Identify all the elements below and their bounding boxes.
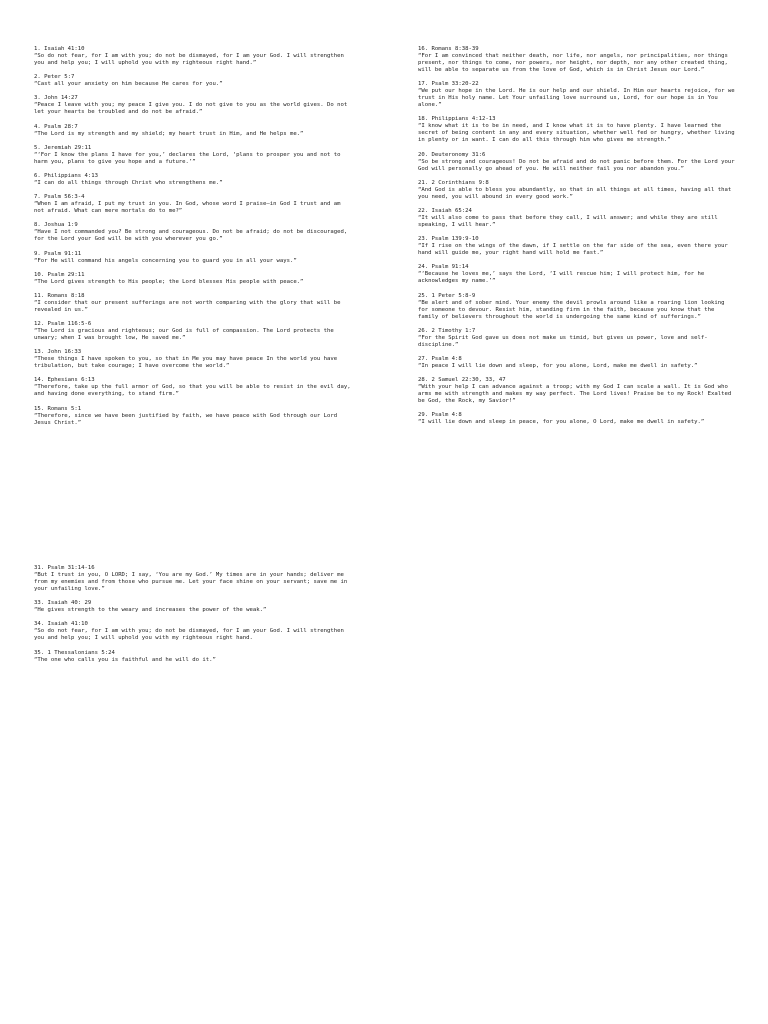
verse-reference: 9. Psalm 91:11 [34, 250, 82, 257]
verse-text: “So be strong and courageous! Do not be afraid and do not panic before them. For the Lord your God will personally go ahead of you. He will neither fail you nor abandon you.” [418, 158, 735, 172]
verse-text: “If I rise on the wings of the dawn, if I settle on the far side of the sea, even there your hand will guide me, your right hand will hold me fast.” [418, 243, 728, 257]
verse-entry [418, 180, 736, 201]
verse-reference: 20. Deuteronomy 31:6 [418, 151, 486, 158]
verse-entry [418, 81, 736, 109]
verse-entry [34, 565, 352, 593]
verse-entry [34, 321, 352, 342]
verse-text: “The Lord is gracious and righteous; our God is full of compassion. The Lord protects the unwary; when I was brought low, He saved me.” [34, 328, 334, 342]
verse-text: “These things I have spoken to you, so that in Me you may have peace In the world you have tribulation, but take courage; I have overcome the world.” [34, 356, 338, 370]
verse-reference: 3. John 14:27 [34, 95, 78, 102]
verse-entry [418, 116, 736, 144]
verse-entry [34, 74, 352, 88]
verse-text: “‘For I know the plans I have for you,’ declares the Lord, ‘plans to prosper you and not to harm you, plans to give you hope and a future.’” [34, 151, 341, 165]
verse-text: “Therefore, since we have been justified by faith, we have peace with God through our Lord Jesus Christ.” [34, 412, 338, 426]
verse-reference: 21. 2 Corinthians 9:8 [418, 179, 489, 186]
verse-reference: 23. Psalm 139:9-10 [418, 236, 479, 243]
verse-text: “I consider that our present sufferings are not worth comparing with the glory that will be revealed in us.” [34, 299, 341, 313]
verse-entry [34, 222, 352, 243]
verse-reference: 33. Isaiah 40: 29 [34, 600, 92, 607]
verse-entry [34, 194, 352, 215]
verse-text: “When I am afraid, I put my trust in you. In God, whose word I praise—in God I trust and am not afraid. What can mere mortals do to me?” [34, 201, 341, 215]
verse-text: “The one who calls you is faithful and he will do it.” [34, 656, 216, 663]
verse-entry [34, 173, 352, 187]
verse-reference: 35. 1 Thessalonians 5:24 [34, 649, 115, 656]
verse-text: “Cast all your anxiety on him because He cares for you.” [34, 81, 223, 88]
verse-reference: 13. John 16:33 [34, 349, 82, 356]
verse-entry [418, 356, 736, 370]
verse-entry [34, 251, 352, 265]
verse-entry [34, 46, 352, 67]
verse-reference: 34. Isaiah 41:10 [34, 621, 88, 628]
verse-text: “Be alert and of sober mind. Your enemy the devil prowls around like a roaring lion looking for someone to devour. Resist him, standing firm in the faith, because you know that the family of believers throughout the world is undergoing the same kind of sufferings.” [418, 299, 725, 320]
verse-reference: 18. Philippians 4:12-13 [418, 116, 496, 123]
verse-reference: 22. Isaiah 65:24 [418, 207, 472, 214]
verse-column-left [34, 46, 352, 434]
verse-entry [34, 600, 352, 614]
verse-reference: 6. Philippians 4:13 [34, 172, 98, 179]
verse-text: “But I trust in you, O LORD; I say, ‘You are my God.’ My times are in your hands; deliver me from my enemies and from those who pursue me. Let your face shine on your servant; save me in your unfailing love.” [34, 572, 348, 592]
verse-text: “For He will command his angels concerning you to guard you in all your ways.” [34, 257, 297, 264]
verse-reference: 1. Isaiah 41:10 [34, 46, 85, 52]
verse-reference: 25. 1 Peter 5:8-9 [418, 292, 476, 299]
verse-reference: 7. Psalm 56:3-4 [34, 194, 85, 201]
verse-entry [34, 124, 352, 138]
verse-text: “‘Because he loves me,’ says the Lord, ‘I will rescue him; I will protect him, for he acknowledges my name.’” [418, 271, 705, 285]
verse-reference: 28. 2 Samuel 22:30, 33, 47 [418, 377, 506, 384]
verse-text: “Have I not commanded you? Be strong and courageous. Do not be afraid; do not be discouraged, for the Lord your God will be with you wherever you go.” [34, 229, 348, 243]
verse-text: “So do not fear, for I am with you; do not be dismayed, for I am your God. I will strengthen you and help you; I will uphold you with my righteous right hand. [34, 628, 344, 642]
verse-reference: 27. Psalm 4:8 [418, 355, 462, 362]
verse-text: “Therefore, take up the full armor of God, so that you will be able to resist in the evil day, and having done everything, to stand firm.” [34, 384, 351, 398]
verse-column-bottom [34, 565, 352, 671]
verse-reference: 24. Psalm 91:14 [418, 264, 469, 271]
verse-reference: 31. Psalm 31:14-16 [34, 565, 95, 571]
verse-entry [34, 406, 352, 427]
verse-reference: 11. Romans 8:18 [34, 292, 85, 299]
verse-text: “It will also come to pass that before they call, I will answer; and while they are still speaking, I will hear.” [418, 214, 718, 228]
verse-entry [418, 46, 736, 74]
verse-entry [34, 293, 352, 314]
verse-entry [418, 236, 736, 257]
verse-reference: 17. Psalm 33:20-22 [418, 81, 479, 88]
verse-entry [418, 152, 736, 173]
verse-text: “For I am convinced that neither death, nor life, nor angels, nor principalities, nor things present, nor things to come, nor powers, nor height, nor depth, nor any other created thing, will be able to separate us from the love of God, which is in Christ Jesus our Lord.” [418, 53, 728, 73]
verse-entry [34, 145, 352, 166]
verse-entry [418, 328, 736, 349]
verse-text: “With your help I can advance against a troop; with my God I can scale a wall. It is God who arms me with strength and makes my way perfect. The Lord lives! Praise be to my Rock! Exalted be God, the Rock, my Savior!” [418, 384, 732, 405]
verse-entry [418, 264, 736, 285]
verse-reference: 2. Peter 5:7 [34, 74, 75, 81]
verse-text: “In peace I will lie down and sleep, for you alone, Lord, make me dwell in safety.” [418, 362, 698, 369]
verse-entry [418, 377, 736, 405]
verse-reference: 5. Jeremiah 29:11 [34, 144, 92, 151]
verse-reference: 16. Romans 8:38-39 [418, 46, 479, 52]
verse-reference: 14. Ephesians 6:13 [34, 377, 95, 384]
verse-text: “I can do all things through Christ who strengthens me.” [34, 179, 223, 186]
verse-text: “For the Spirit God gave us does not make us timid, but gives us power, love and self-discipline.” [418, 334, 708, 348]
verse-text: “So do not fear, for I am with you; do not be dismayed, for I am your God. I will strengthen you and help you; I will uphold you with my righteous right hand.” [34, 53, 344, 66]
verse-entry [34, 621, 352, 642]
verse-entry [34, 377, 352, 398]
verse-text: “He gives strength to the weary and increases the power of the weak.” [34, 607, 267, 614]
verse-text: “And God is able to bless you abundantly, so that in all things at all times, having all that you need, you will abound in every good work.” [418, 186, 732, 200]
verse-reference: 29. Psalm 4:8 [418, 412, 462, 419]
verse-entry [418, 412, 736, 426]
verse-column-right [418, 46, 736, 433]
verse-entry [34, 272, 352, 286]
verse-text: “I will lie down and sleep in peace, for you alone, O Lord, make me dwell in safety.” [418, 419, 705, 426]
verse-reference: 26. 2 Timothy 1:7 [418, 327, 476, 334]
verse-reference: 8. Joshua 1:9 [34, 222, 78, 229]
verse-entry [418, 208, 736, 229]
verse-text: “Peace I leave with you; my peace I give you. I do not give to you as the world gives. Do not let your hearts be troubled and do not be afraid.” [34, 102, 348, 116]
verse-text: “I know what it is to be in need, and I know what it is to have plenty. I have learned the secret of being content in any and every situation, whether well fed or hungry, whether living in plenty or in want. I can do all this through him who gives me strength.” [418, 123, 735, 144]
verse-reference: 10. Psalm 29:11 [34, 271, 85, 278]
verse-reference: 15. Romans 5:1 [34, 405, 82, 412]
verse-text: “The Lord gives strength to His people; the Lord blesses His people with peace.” [34, 278, 304, 285]
verse-entry [34, 650, 352, 664]
verse-reference: 4. Psalm 28:7 [34, 123, 78, 130]
verse-entry [34, 349, 352, 370]
verse-text: “The Lord is my strength and my shield; my heart trust in Him, and He helps me.” [34, 130, 304, 137]
verse-text: “We put our hope in the Lord. He is our help and our shield. In Him our hearts rejoice, for we trust in His holy name. Let Your unfailing love surround us, Lord, for our hope is in You alone.” [418, 88, 735, 109]
verse-entry [34, 95, 352, 116]
verse-reference: 12. Psalm 116:5-6 [34, 321, 92, 328]
verse-entry [418, 293, 736, 321]
